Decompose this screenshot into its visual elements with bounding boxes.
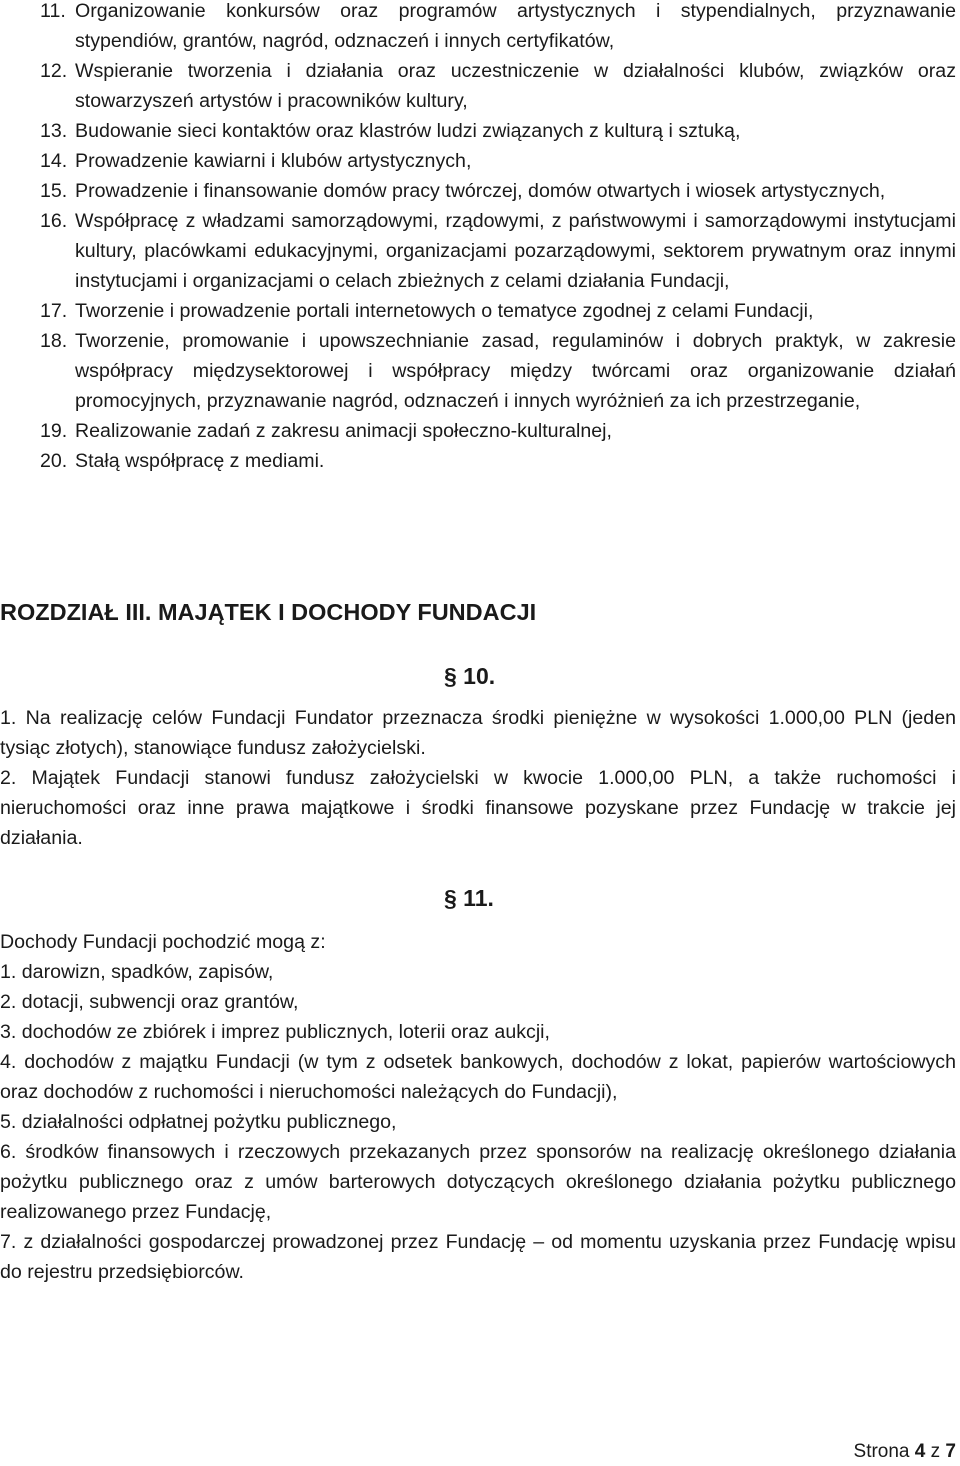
section-11-body bbox=[0, 927, 956, 1287]
paragraph: 1. Na realizację celów Fundacji Fundator przeznacza środki pieniężne w wysokości 1.000,00 PLN (jeden tysiąc złotych), stanowiące fundusz założycielski. bbox=[0, 707, 956, 759]
list-number: 19. bbox=[40, 420, 68, 442]
list-text: Prowadzenie i finansowanie domów pracy twórczej, domów otwartych i wiosek artystycznych, bbox=[75, 180, 886, 202]
section-10-body bbox=[0, 703, 956, 853]
list-text: Prowadzenie kawiarni i klubów artystycznych, bbox=[75, 150, 472, 172]
page-footer bbox=[854, 1439, 956, 1465]
footer-prefix: Strona bbox=[853, 1441, 910, 1462]
list-text: Wspieranie tworzenia i działania oraz uczestniczenie w działalności klubów, związków oraz stowarzyszeń artystów i pracowników kultury, bbox=[75, 60, 956, 112]
income-item: 7. z działalności gospodarczej prowadzonej przez Fundację – od momentu uzyskania przez Fundację wpisu do rejestru przedsiębiorców. bbox=[0, 1231, 956, 1283]
list-number: 11. bbox=[40, 0, 66, 22]
list-number: 17. bbox=[40, 300, 68, 322]
section-10-sign: § 10. bbox=[444, 663, 496, 689]
income-item: 3. dochodów ze zbiórek i imprez publicznych, loterii oraz aukcji, bbox=[0, 1021, 550, 1043]
income-item: 5. działalności odpłatnej pożytku publicznego, bbox=[0, 1111, 397, 1133]
list-text: Współpracę z władzami samorządowymi, rządowymi, z państwowymi i samorządowymi instytucjami kultury, placówkami edukacyjnymi, organizacjami pozarządowymi, sektorem prywatnym oraz innymi instytucjami i organizacjami o celach zbieżnych z celami działania Fundacji, bbox=[75, 210, 956, 292]
list-item bbox=[0, 446, 956, 476]
list-item bbox=[0, 416, 956, 446]
income-item: 2. dotacji, subwencji oraz grantów, bbox=[0, 991, 299, 1013]
list-number: 16. bbox=[40, 210, 68, 232]
list-item bbox=[0, 326, 956, 416]
list-item bbox=[0, 56, 956, 116]
list-item bbox=[0, 296, 956, 326]
income-item: 6. środków finansowych i rzeczowych przekazanych przez sponsorów na realizację określonego działania pożytku publicznego oraz z umów barterowych dotyczących określonego działania pożytku publicznego realizowanego przez Fundację, bbox=[0, 1141, 956, 1223]
footer-separator: z bbox=[930, 1441, 941, 1462]
list-item bbox=[0, 176, 956, 206]
chapter-heading: ROZDZIAŁ III. MAJĄTEK I DOCHODY FUNDACJI bbox=[0, 599, 537, 625]
list-item bbox=[0, 0, 956, 56]
list-text: Stałą współpracę z mediami. bbox=[75, 450, 325, 472]
objectives-list bbox=[0, 0, 956, 476]
list-number: 18. bbox=[40, 330, 68, 352]
income-item: 1. darowizn, spadków, zapisów, bbox=[0, 961, 274, 983]
list-number: 20. bbox=[40, 450, 68, 472]
section-11-sign: § 11. bbox=[444, 885, 494, 911]
list-number: 14. bbox=[40, 150, 68, 172]
list-text: Budowanie sieci kontaktów oraz klastrów ludzi związanych z kulturą i sztuką, bbox=[75, 120, 741, 142]
list-number: 12. bbox=[40, 60, 68, 82]
list-text: Organizowanie konkursów oraz programów artystycznych i stypendialnych, przyznawanie stypendiów, grantów, nagród, odznaczeń i innych certyfikatów, bbox=[75, 0, 956, 52]
list-text: Tworzenie, promowanie i upowszechnianie zasad, regulaminów i dobrych praktyk, w zakresie współpracy międzysektorowej i współpracy między twórcami oraz organizowanie działań promocyjnych, przyznawanie nagród, odznaczeń i innych wyróżnień za ich przestrzeganie, bbox=[75, 330, 956, 412]
list-item bbox=[0, 206, 956, 296]
list-number: 15. bbox=[40, 180, 68, 202]
list-item bbox=[0, 146, 956, 176]
list-text: Realizowanie zadań z zakresu animacji społeczno-kulturalnej, bbox=[75, 420, 612, 442]
footer-page-total: 7 bbox=[945, 1441, 956, 1462]
list-item bbox=[0, 116, 956, 146]
list-number: 13. bbox=[40, 120, 68, 142]
paragraph: 2. Majątek Fundacji stanowi fundusz założycielski w kwocie 1.000,00 PLN, a także ruchomości i nieruchomości oraz inne prawa majątkowe i środki finansowe pozyskane przez Fundację w trakcie jej działania. bbox=[0, 767, 956, 849]
list-text: Tworzenie i prowadzenie portali internetowych o tematyce zgodnej z celami Fundacji, bbox=[75, 300, 814, 322]
footer-page-number: 4 bbox=[914, 1441, 926, 1462]
income-item: 4. dochodów z majątku Fundacji (w tym z odsetek bankowych, dochodów z lokat, papierów wartościowych oraz dochodów z ruchomości i nieruchomości należących do Fundacji), bbox=[0, 1051, 956, 1103]
income-intro: Dochody Fundacji pochodzić mogą z: bbox=[0, 931, 326, 953]
